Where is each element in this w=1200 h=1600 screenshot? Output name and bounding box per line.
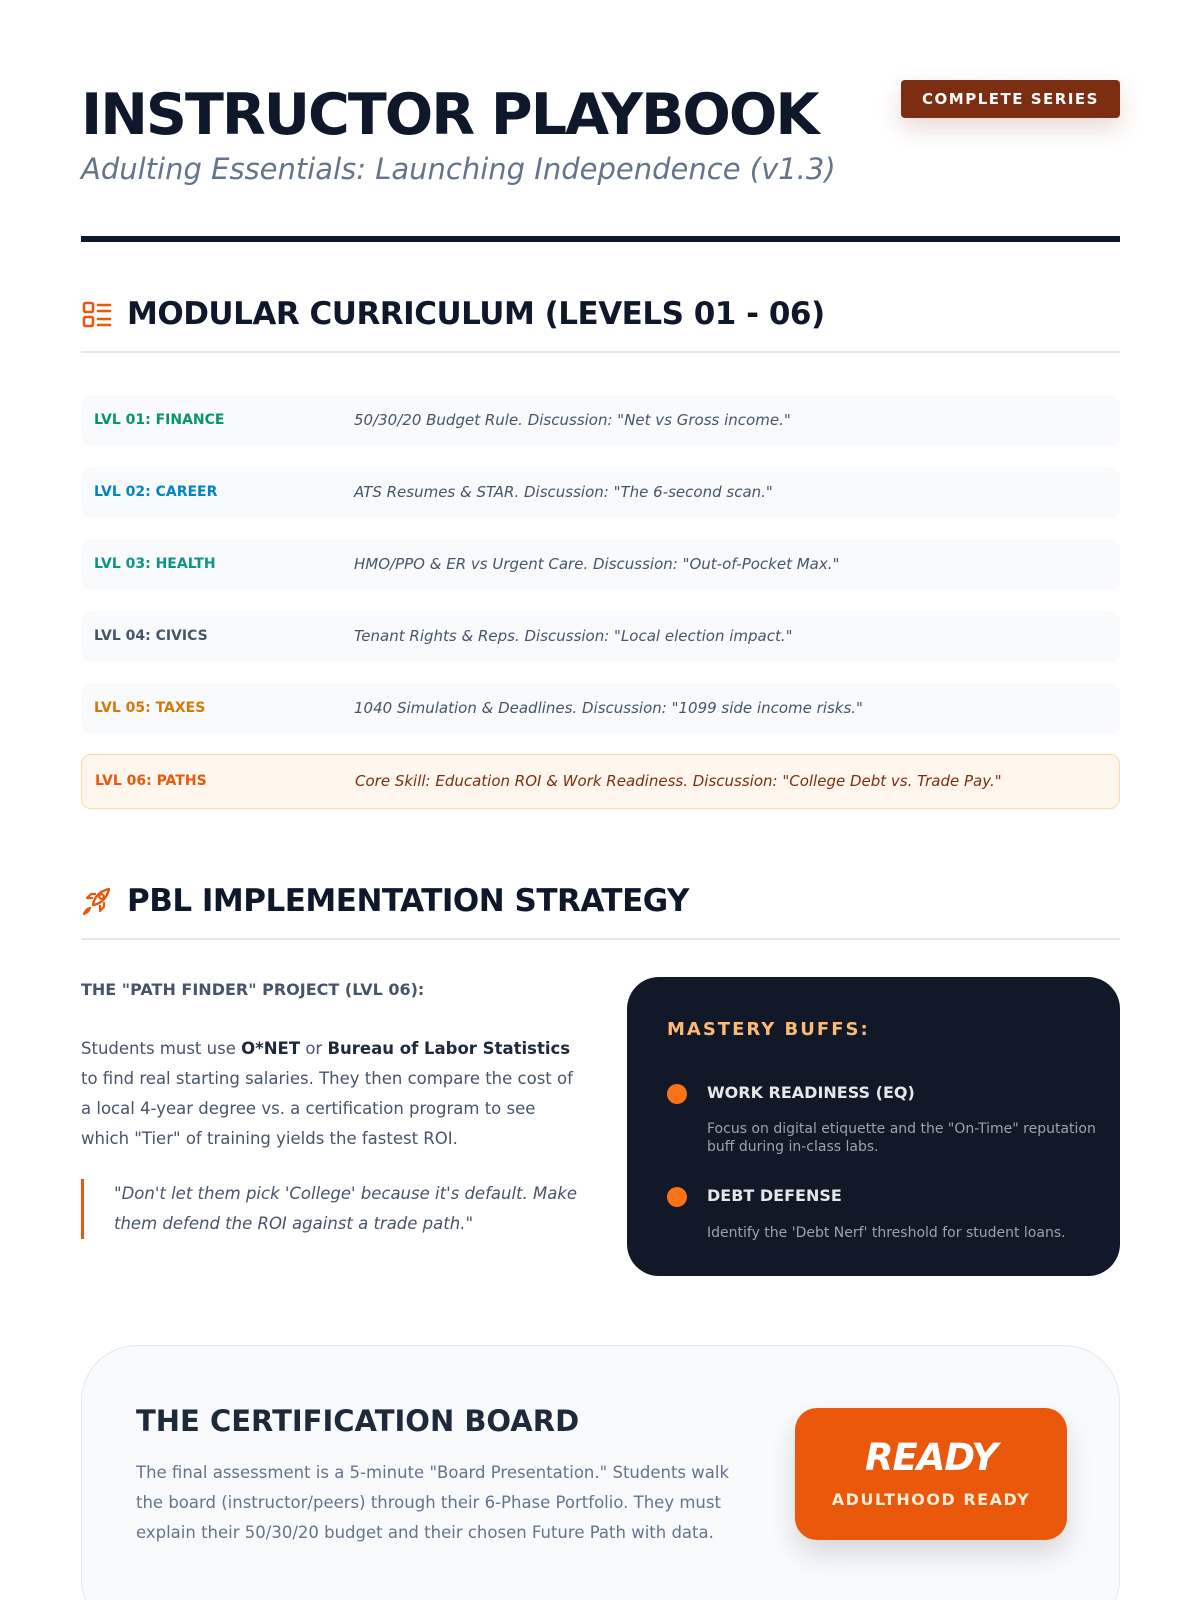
page-header <box>81 0 1120 242</box>
curriculum-row <box>81 683 1120 734</box>
curriculum-row-highlighted <box>81 754 1120 809</box>
bullet-dot-icon <box>667 1187 687 1207</box>
project-title: THE "PATH FINDER" PROJECT (LVL 06): <box>81 980 425 999</box>
level-description: 1040 Simulation & Deadlines. Discussion: "1099 side income risks." <box>354 699 863 717</box>
curriculum-row <box>81 395 1120 446</box>
certification-title: THE CERTIFICATION BOARD <box>136 1404 580 1438</box>
project-text: Students must use <box>81 1039 242 1058</box>
series-badge: COMPLETE SERIES <box>901 80 1120 118</box>
bullet-dot-icon <box>667 1084 687 1104</box>
onet-reference: O*NET <box>241 1039 301 1058</box>
page-title: INSTRUCTOR PLAYBOOK <box>81 82 818 148</box>
level-label: LVL 06: PATHS <box>95 773 207 789</box>
curriculum-row <box>81 539 1120 590</box>
level-label: LVL 01: FINANCE <box>94 412 225 428</box>
buff-description: Identify the 'Debt Nerf' threshold for student loans. <box>707 1225 1066 1241</box>
level-label: LVL 02: CAREER <box>94 484 218 500</box>
level-description: ATS Resumes & STAR. Discussion: "The 6-second scan." <box>354 483 773 501</box>
buff-description: Focus on digital etiquette and the "On-Time" reputation buff during in-class labs. <box>707 1121 1096 1155</box>
level-description: HMO/PPO & ER vs Urgent Care. Discussion: "Out-of-Pocket Max." <box>354 555 840 573</box>
adulthood-ready-label: ADULTHOOD READY <box>831 1490 1031 1509</box>
curriculum-section-header <box>81 293 1120 353</box>
playbook-page <box>81 0 1120 1542</box>
project-text: or <box>300 1039 328 1058</box>
certification-board-card <box>81 1345 1120 1600</box>
level-label: LVL 03: HEALTH <box>94 556 216 572</box>
level-description: Core Skill: Education ROI & Work Readiness. Discussion: "College Debt vs. Trade Pay." <box>355 772 1002 790</box>
level-description: 50/30/20 Budget Rule. Discussion: "Net vs Gross income." <box>354 411 791 429</box>
ready-label: READY <box>864 1436 998 1479</box>
strategy-heading: PBL IMPLEMENTATION STRATEGY <box>127 883 689 919</box>
project-text: to find real starting salaries. They then compare the cost of a local 4-year degree vs. a certification program to see which "Tier" of training yields the fastest ROI. <box>81 1069 573 1148</box>
buff-name: DEBT DEFENSE <box>707 1186 842 1205</box>
buff-name: WORK READINESS (EQ) <box>707 1083 915 1102</box>
curriculum-row <box>81 611 1120 662</box>
curriculum-row <box>81 467 1120 518</box>
buffs-title: MASTERY BUFFS: <box>667 1019 870 1040</box>
curriculum-heading: MODULAR CURRICULUM (LEVELS 01 - 06) <box>127 296 825 332</box>
level-description: Tenant Rights & Reps. Discussion: "Local election impact." <box>354 627 793 645</box>
instructor-quote: "Don't let them pick 'College' because it's default. Make them defend the ROI against a trade path." <box>81 1179 581 1239</box>
mastery-buffs-card <box>627 977 1120 1276</box>
strategy-section-header <box>81 880 1120 940</box>
list-icon <box>81 298 113 330</box>
level-label: LVL 04: CIVICS <box>94 628 208 644</box>
bls-reference: Bureau of Labor Statistics <box>327 1039 571 1058</box>
ready-badge <box>795 1408 1067 1540</box>
page-subtitle: Adulting Essentials: Launching Independence (v1.3) <box>81 152 836 186</box>
level-label: LVL 05: TAXES <box>94 700 206 716</box>
certification-description: The final assessment is a 5-minute "Board Presentation." Students walk the board (instructor/peers) through their 6-Phase Portfolio. They must explain their 50/30/20 budget and their chosen Future Path with data. <box>136 1463 730 1542</box>
project-description <box>81 1034 581 1154</box>
rocket-icon <box>81 885 113 917</box>
